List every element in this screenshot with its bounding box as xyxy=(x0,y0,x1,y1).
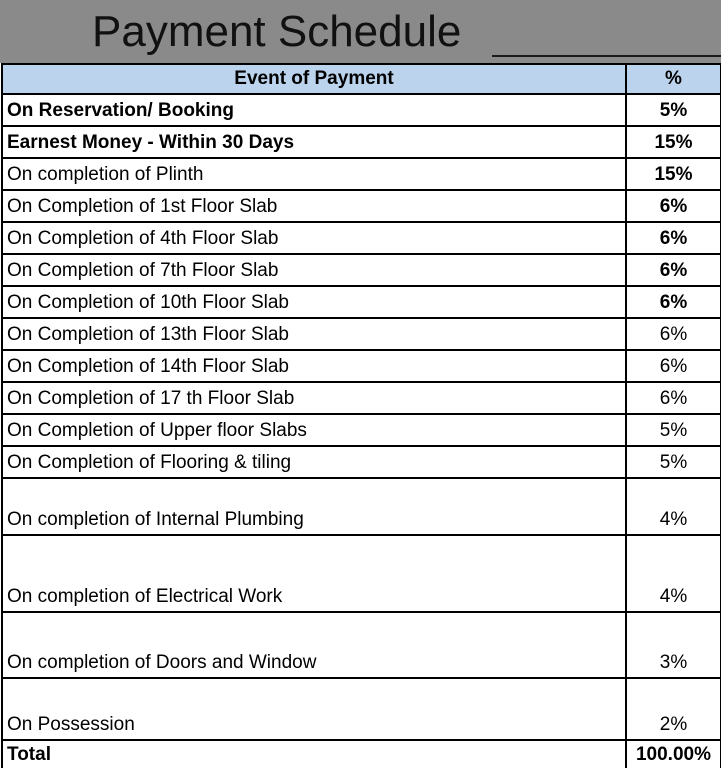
payment-schedule-table xyxy=(1,63,721,768)
title-underline xyxy=(492,55,721,57)
header-percent: % xyxy=(626,64,721,94)
percent-cell: 2% xyxy=(626,678,721,740)
percent-cell: 15% xyxy=(626,158,721,190)
event-cell: On Completion of 14th Floor Slab xyxy=(2,350,626,382)
total-value: 100.00% xyxy=(626,740,721,768)
event-cell: On completion of Plinth xyxy=(2,158,626,190)
table-header-row xyxy=(2,64,721,94)
event-cell: On completion of Doors and Window xyxy=(2,612,626,678)
percent-cell: 6% xyxy=(626,190,721,222)
table-row xyxy=(2,94,721,126)
table-row xyxy=(2,350,721,382)
table-row xyxy=(2,612,721,678)
total-row xyxy=(2,740,721,768)
percent-cell: 6% xyxy=(626,254,721,286)
percent-cell: 6% xyxy=(626,222,721,254)
event-cell: On Completion of 10th Floor Slab xyxy=(2,286,626,318)
percent-cell: 4% xyxy=(626,478,721,535)
table-row xyxy=(2,158,721,190)
percent-cell: 5% xyxy=(626,414,721,446)
total-label: Total xyxy=(2,740,626,768)
event-cell: On Completion of 7th Floor Slab xyxy=(2,254,626,286)
percent-cell: 6% xyxy=(626,318,721,350)
table-row xyxy=(2,286,721,318)
event-cell: On Completion of Flooring & tiling xyxy=(2,446,626,478)
table-row xyxy=(2,535,721,612)
percent-cell: 3% xyxy=(626,612,721,678)
event-cell: On Completion of Upper floor Slabs xyxy=(2,414,626,446)
table-row xyxy=(2,254,721,286)
event-cell: On Completion of 13th Floor Slab xyxy=(2,318,626,350)
table-row xyxy=(2,478,721,535)
table-row xyxy=(2,222,721,254)
percent-cell: 5% xyxy=(626,446,721,478)
table-row xyxy=(2,318,721,350)
table-row xyxy=(2,382,721,414)
percent-cell: 15% xyxy=(626,126,721,158)
table-row xyxy=(2,414,721,446)
percent-cell: 6% xyxy=(626,286,721,318)
percent-cell: 4% xyxy=(626,535,721,612)
event-cell: On Completion of 4th Floor Slab xyxy=(2,222,626,254)
page-title: Payment Schedule xyxy=(92,7,462,56)
event-cell: On completion of Internal Plumbing xyxy=(2,478,626,535)
table-row xyxy=(2,678,721,740)
event-cell: On completion of Electrical Work xyxy=(2,535,626,612)
event-cell: On Completion of 17 th Floor Slab xyxy=(2,382,626,414)
header-event: Event of Payment xyxy=(2,64,626,94)
percent-cell: 5% xyxy=(626,94,721,126)
table-row xyxy=(2,446,721,478)
percent-cell: 6% xyxy=(626,382,721,414)
table-row xyxy=(2,126,721,158)
event-cell: On Possession xyxy=(2,678,626,740)
event-cell: On Completion of 1st Floor Slab xyxy=(2,190,626,222)
percent-cell: 6% xyxy=(626,350,721,382)
table-row xyxy=(2,190,721,222)
event-cell: Earnest Money - Within 30 Days xyxy=(2,126,626,158)
event-cell: On Reservation/ Booking xyxy=(2,94,626,126)
